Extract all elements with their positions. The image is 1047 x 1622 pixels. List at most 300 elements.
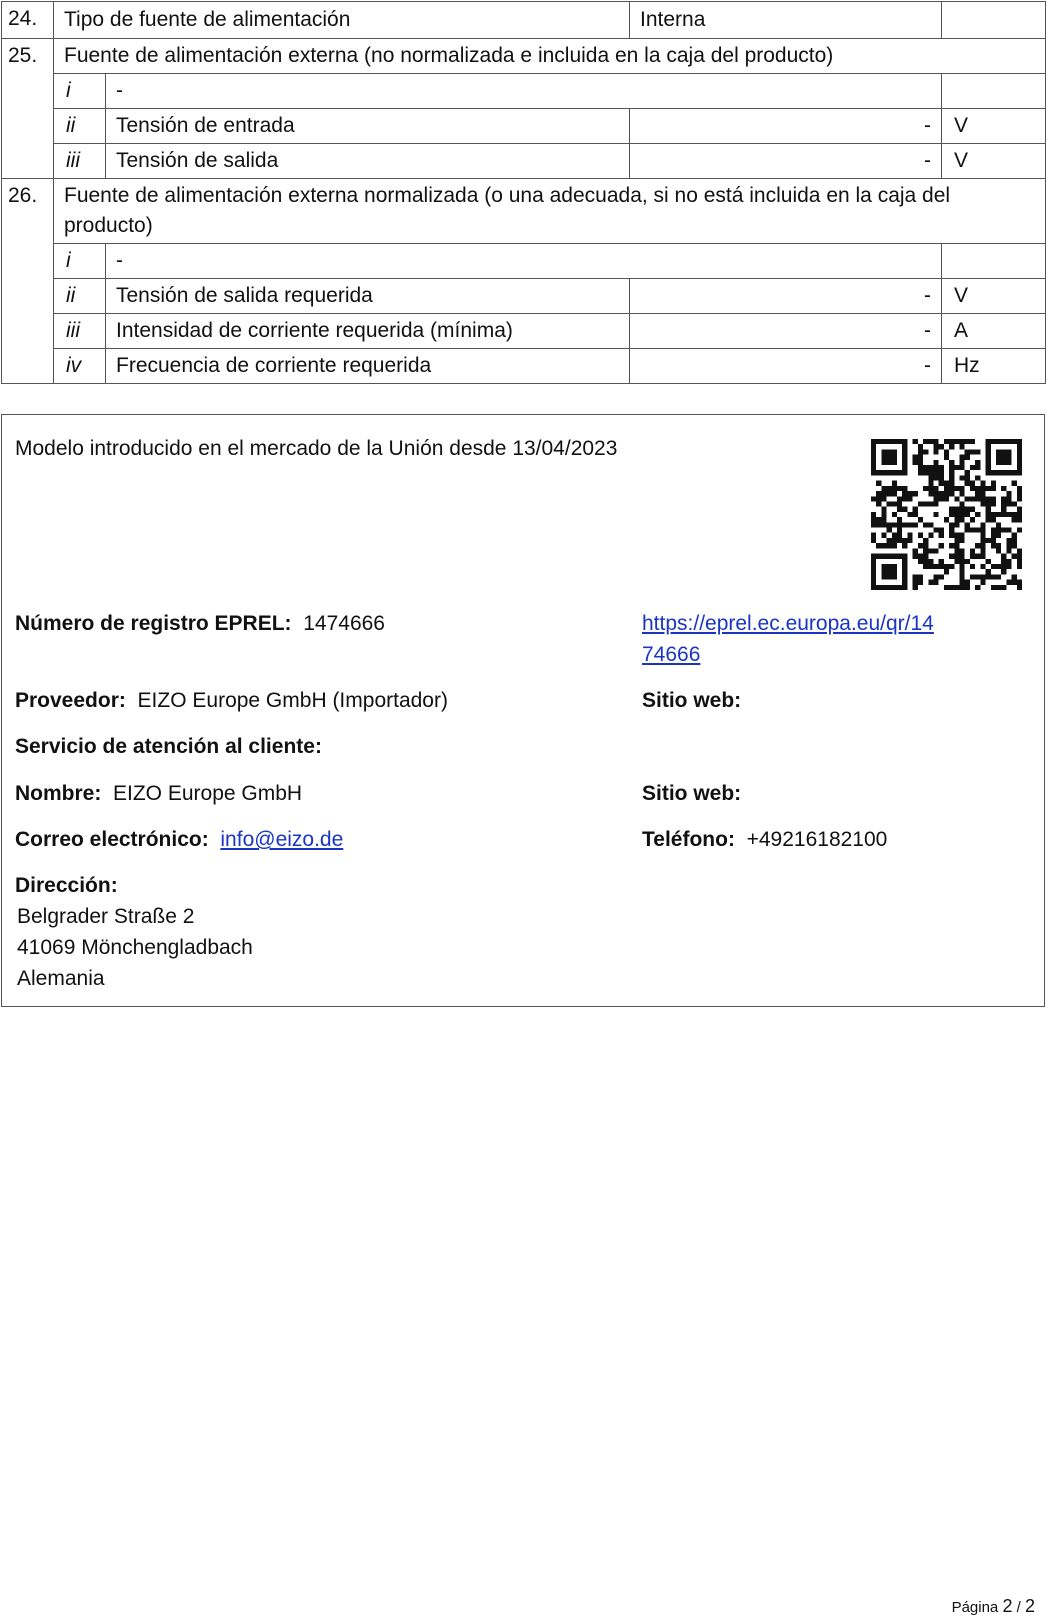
qr-module (918, 444, 923, 449)
name-value: EIZO Europe GmbH (113, 782, 303, 805)
qr-module (881, 491, 886, 496)
sub-index: i (54, 74, 106, 109)
qr-module (986, 449, 991, 454)
qr-module (996, 548, 1001, 553)
qr-module (1017, 517, 1022, 522)
phone-value: +49216182100 (746, 828, 888, 851)
qr-module (887, 538, 892, 543)
sub-index: ii (54, 109, 106, 144)
qr-module (1017, 507, 1022, 512)
qr-module (933, 528, 938, 533)
qr-module (970, 574, 975, 579)
spec-subrow (2, 314, 1046, 349)
qr-module (960, 439, 965, 444)
row-number: 24. (2, 2, 54, 39)
qr-module (991, 533, 996, 538)
qr-module (975, 585, 980, 590)
qr-module (949, 475, 954, 480)
qr-module (918, 449, 923, 454)
qr-module (923, 470, 928, 475)
qr-module (949, 512, 954, 517)
qr-module (887, 455, 892, 460)
qr-module (949, 460, 954, 465)
qr-module (928, 522, 933, 527)
qr-module (960, 533, 965, 538)
qr-module (881, 460, 886, 465)
qr-module (1006, 460, 1011, 465)
qr-module (975, 449, 980, 454)
qr-module (907, 522, 912, 527)
qr-module (991, 486, 996, 491)
qr-module (996, 543, 1001, 548)
qr-module (1017, 486, 1022, 491)
qr-module (986, 496, 991, 501)
qr-module (996, 574, 1001, 579)
qr-module (881, 470, 886, 475)
eprel-label: Número de registro EPREL: (15, 612, 292, 635)
qr-module (1001, 449, 1006, 454)
qr-module (871, 449, 876, 454)
qr-module (892, 533, 897, 538)
qr-module (897, 533, 902, 538)
qr-module (975, 475, 980, 480)
page-total: 2 (1024, 1596, 1035, 1616)
qr-module (928, 439, 933, 444)
qr-module (939, 543, 944, 548)
qr-module (996, 460, 1001, 465)
qr-module (887, 574, 892, 579)
qr-module (892, 543, 897, 548)
qr-module (933, 496, 938, 501)
address-label: Dirección: (15, 874, 118, 897)
qr-module (944, 585, 949, 590)
qr-module (892, 439, 897, 444)
qr-module (928, 475, 933, 480)
eprel-url[interactable] (642, 608, 934, 670)
qr-module (949, 507, 954, 512)
qr-module (986, 512, 991, 517)
qr-module (986, 517, 991, 522)
qr-module (944, 455, 949, 460)
qr-module (928, 501, 933, 506)
qr-module (954, 585, 959, 590)
supplier-label: Proveedor: (15, 689, 126, 712)
service-website-label: Sitio web: (642, 782, 742, 805)
qr-module (1017, 580, 1022, 585)
qr-module (881, 574, 886, 579)
qr-module (1017, 548, 1022, 553)
qr-module (1006, 559, 1011, 564)
qr-module (871, 496, 876, 501)
qr-module (986, 486, 991, 491)
qr-module (881, 507, 886, 512)
qr-module (954, 554, 959, 559)
qr-module (996, 528, 1001, 533)
qr-module (996, 522, 1001, 527)
qr-module (954, 548, 959, 553)
qr-module (913, 574, 918, 579)
qr-module (933, 465, 938, 470)
qr-module (897, 528, 902, 533)
qr-module (975, 574, 980, 579)
qr-module (1017, 564, 1022, 569)
qr-module (939, 496, 944, 501)
qr-module (960, 455, 965, 460)
qr-module (887, 439, 892, 444)
qr-module (1006, 470, 1011, 475)
qr-module (876, 496, 881, 501)
qr-module (954, 439, 959, 444)
qr-module (1001, 439, 1006, 444)
qr-module (965, 559, 970, 564)
qr-module (881, 455, 886, 460)
qr-module (902, 559, 907, 564)
address-line-2: 41069 Mönchengladbach (17, 936, 253, 959)
qr-module (871, 465, 876, 470)
page-word: Página (951, 1599, 999, 1616)
qr-module (1001, 470, 1006, 475)
qr-module (923, 564, 928, 569)
qr-module (996, 455, 1001, 460)
qr-module (954, 507, 959, 512)
spec-row-24 (2, 2, 1046, 39)
qr-module (918, 501, 923, 506)
qr-module (913, 585, 918, 590)
qr-module (913, 554, 918, 559)
qr-module (975, 460, 980, 465)
qr-module (933, 501, 938, 506)
spec-row-25 (2, 39, 1046, 74)
qr-module (1006, 491, 1011, 496)
qr-module (986, 507, 991, 512)
qr-module (939, 481, 944, 486)
page-separator: / (1016, 1599, 1021, 1616)
qr-module (1012, 501, 1017, 506)
qr-module (986, 569, 991, 574)
qr-module (1017, 496, 1022, 501)
supplier-value: EIZO Europe GmbH (Importador) (137, 689, 448, 712)
qr-module (965, 585, 970, 590)
qr-module (991, 470, 996, 475)
qr-module (970, 465, 975, 470)
qr-module (980, 580, 985, 585)
qr-module (970, 449, 975, 454)
qr-module (907, 512, 912, 517)
qr-module (897, 470, 902, 475)
qr-module (918, 465, 923, 470)
qr-module (892, 538, 897, 543)
sub-unit: V (942, 279, 1046, 314)
qr-module (1001, 528, 1006, 533)
sub-value: - (630, 314, 942, 349)
qr-module (1017, 491, 1022, 496)
qr-module (918, 543, 923, 548)
qr-module (1006, 580, 1011, 585)
qr-module (902, 543, 907, 548)
qr-module (1017, 444, 1022, 449)
qr-module (960, 585, 965, 590)
qr-module (949, 522, 954, 527)
qr-module (939, 559, 944, 564)
qr-module (928, 533, 933, 538)
qr-module (928, 465, 933, 470)
qr-module (939, 491, 944, 496)
qr-module (996, 533, 1001, 538)
qr-module (887, 564, 892, 569)
qr-module (991, 501, 996, 506)
qr-module (949, 444, 954, 449)
qr-module (965, 580, 970, 585)
qr-module (1012, 439, 1017, 444)
eprel-registration (15, 608, 385, 639)
qr-module (980, 501, 985, 506)
sub-index: ii (54, 279, 106, 314)
qr-module (944, 569, 949, 574)
qr-module (902, 455, 907, 460)
sub-unit: V (942, 144, 1046, 179)
qr-module (923, 548, 928, 553)
qr-module (960, 507, 965, 512)
qr-module (949, 543, 954, 548)
spec-subrow (2, 74, 1046, 109)
qr-module (913, 491, 918, 496)
qr-module (876, 522, 881, 527)
qr-module (913, 580, 918, 585)
qr-module (1017, 528, 1022, 533)
qr-module (980, 533, 985, 538)
qr-module (913, 439, 918, 444)
qr-module (897, 585, 902, 590)
qr-module (897, 517, 902, 522)
qr-module (923, 559, 928, 564)
qr-module (876, 501, 881, 506)
qr-module (949, 528, 954, 533)
qr-module (1012, 574, 1017, 579)
qr-module (949, 491, 954, 496)
supplier-website-label: Sitio web: (642, 689, 742, 712)
eprel-url-line-2[interactable]: 74666 (642, 643, 701, 666)
address-line-3: Alemania (17, 967, 105, 990)
qr-module (1012, 538, 1017, 543)
qr-module (939, 564, 944, 569)
eprel-url-line-1[interactable]: https://eprel.ec.europa.eu/qr/14 (642, 612, 934, 635)
qr-module (913, 507, 918, 512)
qr-module (887, 569, 892, 574)
qr-module (954, 533, 959, 538)
qr-module (918, 554, 923, 559)
qr-module (939, 444, 944, 449)
qr-module (986, 574, 991, 579)
qr-module (902, 444, 907, 449)
spec-subrow (2, 109, 1046, 144)
qr-module (902, 449, 907, 454)
qr-module (1012, 533, 1017, 538)
qr-module (980, 548, 985, 553)
qr-module (933, 574, 938, 579)
qr-module (960, 574, 965, 579)
qr-module (871, 470, 876, 475)
spec-subrow (2, 279, 1046, 314)
qr-module (892, 554, 897, 559)
qr-module (907, 538, 912, 543)
qr-module (954, 465, 959, 470)
qr-module (1006, 501, 1011, 506)
qr-module (928, 481, 933, 486)
qr-module (928, 580, 933, 585)
qr-module (944, 496, 949, 501)
qr-module (996, 449, 1001, 454)
qr-module (949, 486, 954, 491)
qr-module (918, 455, 923, 460)
qr-module (892, 486, 897, 491)
qr-module (892, 522, 897, 527)
qr-module (1006, 439, 1011, 444)
qr-module (991, 543, 996, 548)
qr-module (991, 517, 996, 522)
qr-module (887, 522, 892, 527)
qr-module (1006, 538, 1011, 543)
sub-value: - (630, 349, 942, 384)
qr-module (975, 512, 980, 517)
row-number: 25. (2, 39, 54, 179)
qr-module (933, 449, 938, 454)
qr-module (876, 543, 881, 548)
qr-module (923, 486, 928, 491)
qr-module (902, 460, 907, 465)
qr-module (944, 564, 949, 569)
qr-module (933, 548, 938, 553)
qr-module (913, 548, 918, 553)
qr-module (1012, 512, 1017, 517)
qr-module (965, 449, 970, 454)
qr-module (897, 538, 902, 543)
qr-module (902, 496, 907, 501)
qr-module (980, 574, 985, 579)
qr-module (907, 491, 912, 496)
qr-module (871, 439, 876, 444)
qr-module (902, 522, 907, 527)
qr-module (918, 533, 923, 538)
qr-module (892, 455, 897, 460)
sub-label: Tensión de salida requerida (106, 279, 630, 314)
qr-module (1006, 528, 1011, 533)
qr-module (986, 538, 991, 543)
qr-module (1012, 470, 1017, 475)
qr-module (918, 580, 923, 585)
qr-module (871, 522, 876, 527)
qr-module (881, 554, 886, 559)
qr-module (881, 486, 886, 491)
sub-unit (942, 74, 1046, 109)
qr-module (965, 507, 970, 512)
qr-module (980, 491, 985, 496)
qr-module (871, 569, 876, 574)
qr-module (975, 554, 980, 559)
qr-module (881, 569, 886, 574)
qr-module (965, 470, 970, 475)
qr-module (887, 449, 892, 454)
qr-module (902, 538, 907, 543)
qr-module (1001, 496, 1006, 501)
qr-module (965, 481, 970, 486)
qr-module (871, 455, 876, 460)
qr-module (980, 481, 985, 486)
qr-module (933, 580, 938, 585)
qr-module (960, 512, 965, 517)
qr-module (876, 481, 881, 486)
qr-module (871, 574, 876, 579)
sub-unit: Hz (942, 349, 1046, 384)
qr-module (881, 517, 886, 522)
qr-module (923, 543, 928, 548)
qr-module (965, 439, 970, 444)
sub-label: Tensión de salida (106, 144, 630, 179)
qr-module (876, 439, 881, 444)
qr-module (954, 538, 959, 543)
name-label: Nombre: (15, 782, 102, 805)
qr-module (1001, 501, 1006, 506)
qr-module (1006, 543, 1011, 548)
qr-module (980, 538, 985, 543)
contact-name (15, 778, 302, 809)
qr-module (897, 554, 902, 559)
qr-module (881, 512, 886, 517)
qr-module (1017, 470, 1022, 475)
customer-service-label: Servicio de atención al cliente: (15, 735, 322, 758)
email-link[interactable]: info@eizo.de (220, 828, 344, 851)
qr-module (954, 543, 959, 548)
qr-module (960, 538, 965, 543)
qr-module (1017, 465, 1022, 470)
qr-module (960, 491, 965, 496)
qr-module (928, 470, 933, 475)
sub-label: Frecuencia de corriente requerida (106, 349, 630, 384)
qr-module (954, 559, 959, 564)
qr-module (960, 475, 965, 480)
supplier (15, 685, 448, 716)
qr-module (991, 481, 996, 486)
qr-module (949, 564, 954, 569)
qr-module (1017, 460, 1022, 465)
qr-module (986, 455, 991, 460)
qr-module (960, 548, 965, 553)
qr-module (928, 491, 933, 496)
qr-module (923, 538, 928, 543)
row-label: Fuente de alimentación externa normalizada (o una adecuada, si no está incluida en la caja del producto) (54, 179, 1046, 244)
qr-module (881, 449, 886, 454)
qr-module (949, 481, 954, 486)
qr-module (970, 496, 975, 501)
qr-module (913, 455, 918, 460)
qr-module (986, 559, 991, 564)
qr-module (970, 507, 975, 512)
qr-module (1017, 554, 1022, 559)
qr-code-icon[interactable] (871, 439, 1022, 590)
qr-module (918, 470, 923, 475)
spec-subrow (2, 349, 1046, 384)
qr-module (965, 522, 970, 527)
qr-module (1001, 569, 1006, 574)
qr-module (960, 569, 965, 574)
qr-module (1001, 559, 1006, 564)
qr-module (949, 585, 954, 590)
qr-module (881, 564, 886, 569)
qr-module (881, 543, 886, 548)
qr-module (949, 439, 954, 444)
qr-module (907, 496, 912, 501)
qr-module (960, 564, 965, 569)
qr-module (923, 522, 928, 527)
